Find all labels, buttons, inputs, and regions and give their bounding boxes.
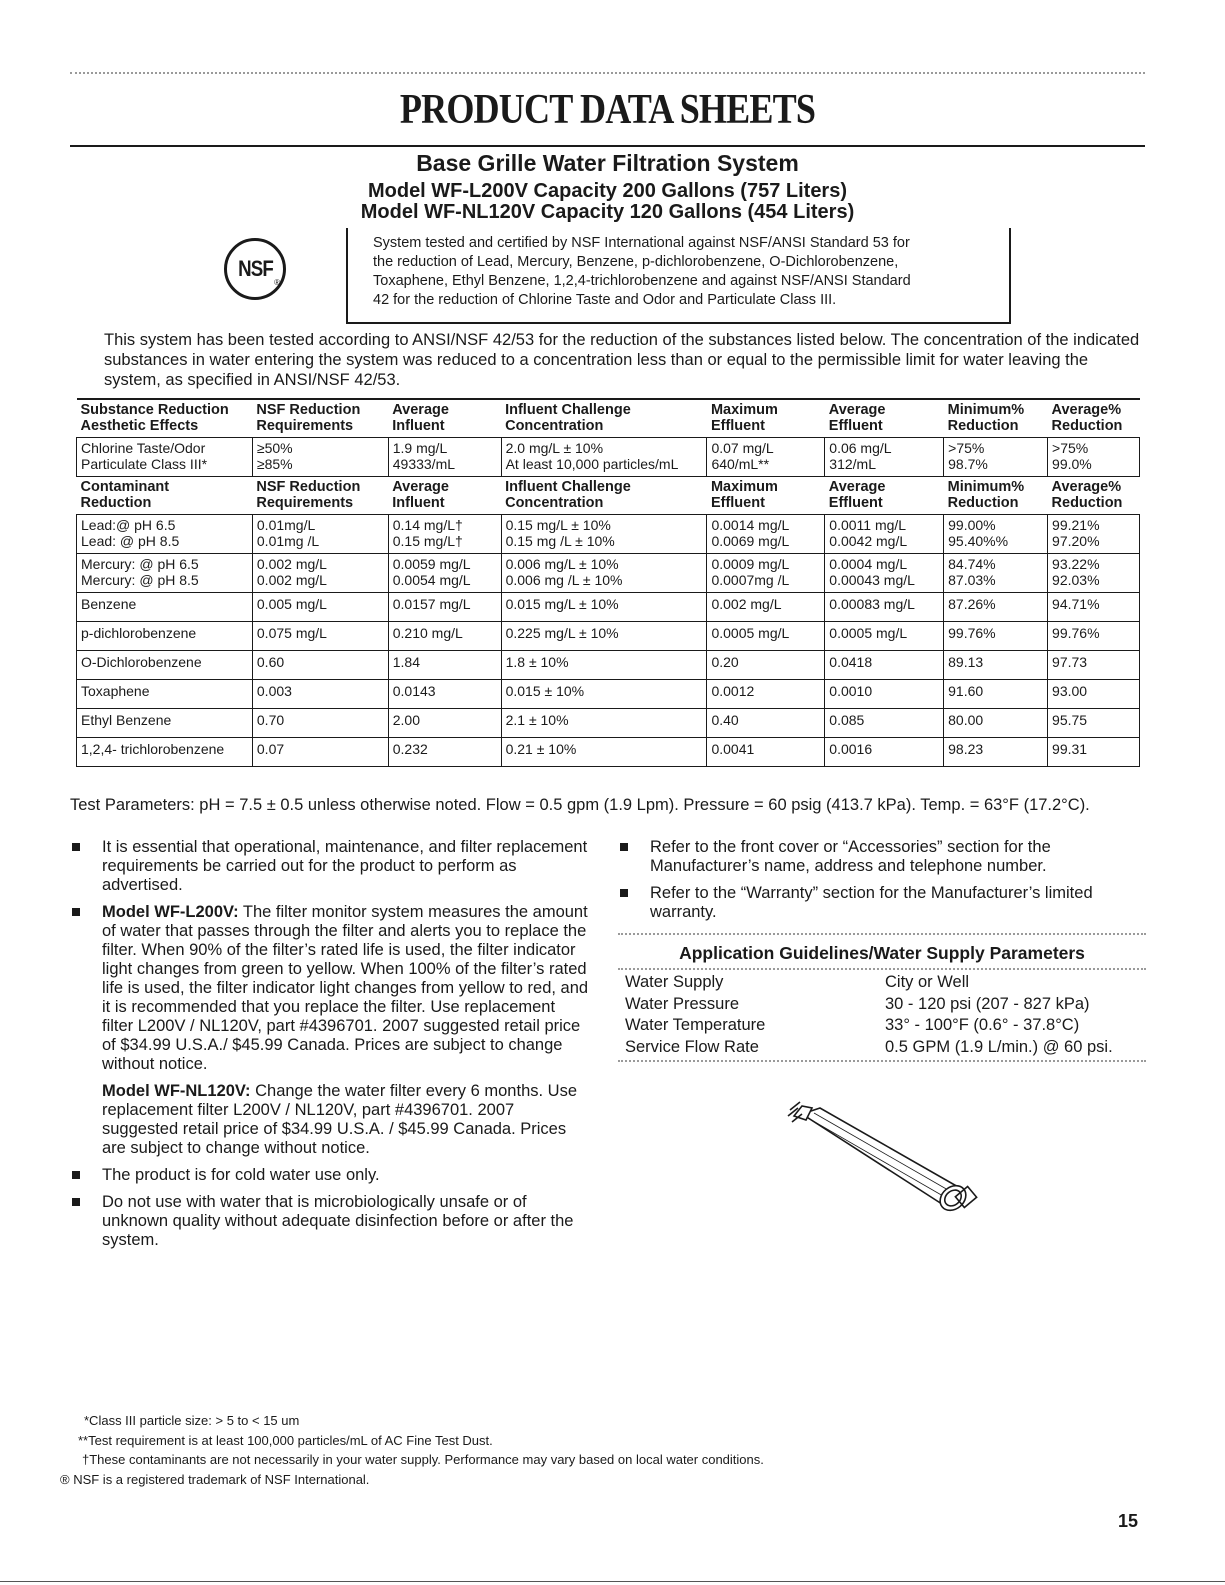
cert-line: 42 for the reduction of Chlorine Taste and Odor and Particulate Class III. <box>373 292 837 308</box>
header-line: Concentration <box>505 418 604 434</box>
table-cell <box>252 651 388 680</box>
table-cell <box>707 515 825 554</box>
param-label: Service Flow Rate <box>625 1037 759 1056</box>
model-label: Model WF-NL120V: <box>102 1082 251 1100</box>
header-cell <box>77 399 253 438</box>
table-cell <box>825 680 944 709</box>
cell-line: 0.20 <box>711 654 739 670</box>
cell-line: 0.015 ± 10% <box>505 683 585 699</box>
header-line: Average <box>828 479 886 495</box>
cell-line: >75% <box>948 440 985 456</box>
cell-line: 0.002 mg/L <box>256 572 327 588</box>
cell-line: 49333/mL <box>392 456 456 472</box>
header-line: Influent Challenge <box>505 402 631 418</box>
cell-line: 1,2,4- trichlorobenzene <box>81 741 225 757</box>
cell-line: 0.0143 <box>392 683 436 699</box>
intro-paragraph: This system has been tested according to ANSI/NSF 42/53 for the reduction of the substances listed below. The concentration of the indicated substances in water entering the system was reduced to a concentration less than or equal to the permissible limit for water leaving the system, as specified in ANSI/NSF 42/53. <box>104 331 1140 389</box>
right-column <box>618 838 1146 930</box>
list-item <box>70 1193 590 1250</box>
sub-paragraph <box>70 1082 590 1158</box>
param-value: 0.5 GPM (1.9 L/min.) @ 60 psi. <box>885 1037 1113 1056</box>
cell-line: 99.31 <box>1052 741 1088 757</box>
cell-line: 99.0% <box>1052 456 1092 472</box>
table-cell <box>388 709 501 738</box>
list-item <box>70 1166 590 1185</box>
param-row <box>625 994 1113 1016</box>
header-line: Average <box>828 402 886 418</box>
table-row <box>77 515 1140 554</box>
cell-line: 84.74% <box>948 556 996 572</box>
table-cell <box>77 593 253 622</box>
cell-line: 0.0005 mg/L <box>711 625 790 641</box>
table-cell <box>77 680 253 709</box>
cell-line: 0.0418 <box>829 654 873 670</box>
app-top-rule <box>618 933 1146 935</box>
table-cell <box>825 709 944 738</box>
cell-line: 98.23 <box>948 741 984 757</box>
table-cell <box>707 738 825 767</box>
system-title: Base Grille Water Filtration System <box>416 150 799 176</box>
footnotes <box>60 1411 764 1489</box>
table-cell <box>252 738 388 767</box>
cert-line: Toxaphene, Ethyl Benzene, 1,2,4-trichlorobenzene and against NSF/ANSI Standard <box>373 273 911 289</box>
header-line: NSF Reduction <box>256 402 361 418</box>
header-cell <box>501 399 707 438</box>
square-bullet-icon <box>72 908 80 916</box>
cell-line: 0.01mg/L <box>256 517 316 533</box>
header-cell <box>825 477 944 515</box>
header-line: Effluent <box>828 418 883 434</box>
square-bullet-icon <box>72 1198 80 1206</box>
footnote: *Class III particle size: > 5 to < 15 um <box>84 1413 300 1428</box>
param-label: Water Supply <box>625 973 724 991</box>
cell-line: 0.15 mg /L ± 10% <box>505 533 615 549</box>
cell-line: 0.003 <box>256 683 292 699</box>
header-line: Influent <box>392 495 445 511</box>
header-cell <box>1048 399 1140 438</box>
table-cell <box>388 593 501 622</box>
bullet-text: The product is for cold water use only. <box>102 1166 380 1184</box>
header-cell <box>252 477 388 515</box>
table-cell <box>1048 554 1140 593</box>
header-line: Aesthetic Effects <box>80 418 199 434</box>
table-cell <box>1048 515 1140 554</box>
table-row <box>77 680 1140 709</box>
cell-line: Mercury: @ pH 6.5 <box>81 556 199 572</box>
cell-line: 87.26% <box>948 596 996 612</box>
cell-line: 0.0157 mg/L <box>392 596 471 612</box>
cell-line: 0.0042 mg/L <box>829 533 908 549</box>
cell-line: 0.0054 mg/L <box>392 572 471 588</box>
table-row <box>77 438 1140 477</box>
cell-line: 0.0041 <box>711 741 755 757</box>
table-cell <box>252 593 388 622</box>
header-line: Minimum% <box>947 402 1025 418</box>
water-filter-cartridge-icon <box>780 1088 990 1218</box>
header-cell <box>388 477 501 515</box>
table-cell <box>707 709 825 738</box>
table-cell <box>501 622 707 651</box>
table-cell <box>388 651 501 680</box>
table-cell <box>825 593 944 622</box>
header-cell <box>77 477 253 515</box>
model-line-2: Model WF-NL120V Capacity 120 Gallons (454 Liters) <box>360 201 855 223</box>
table-cell <box>1048 622 1140 651</box>
cell-line: Mercury: @ pH 8.5 <box>81 572 199 588</box>
table-header-row <box>77 399 1140 438</box>
header-cell <box>501 477 707 515</box>
cell-line: 0.70 <box>256 712 285 728</box>
table-cell <box>388 622 501 651</box>
cell-line: 0.225 mg/L ± 10% <box>505 625 619 641</box>
table-cell <box>707 438 825 477</box>
cell-line: 2.0 mg/L ± 10% <box>505 440 604 456</box>
cell-line: 0.0010 <box>829 683 873 699</box>
cell-line: 0.0011 mg/L <box>829 517 907 533</box>
cell-line: 1.9 mg/L <box>392 440 448 456</box>
table-cell <box>1048 738 1140 767</box>
table-cell <box>1048 709 1140 738</box>
cell-line: 0.232 <box>392 741 428 757</box>
cell-line: 0.00043 mg/L <box>829 572 915 588</box>
cell-line: 97.20% <box>1052 533 1100 549</box>
table-cell <box>1048 651 1140 680</box>
cell-line: 0.40 <box>711 712 739 728</box>
table-row <box>77 593 1140 622</box>
cell-line: O-Dichlorobenzene <box>81 654 202 670</box>
cell-line: Benzene <box>81 596 137 612</box>
table-cell <box>825 738 944 767</box>
table-cell <box>77 709 253 738</box>
model-line-1: Model WF-L200V Capacity 200 Gallons (757 Liters) <box>367 180 848 202</box>
cell-line: 0.0059 mg/L <box>392 556 471 572</box>
nsf-logo-icon <box>224 238 286 300</box>
table-cell <box>388 438 501 477</box>
param-row <box>625 1015 1113 1037</box>
table-cell <box>388 738 501 767</box>
table-cell <box>944 438 1048 477</box>
cell-line: Ethyl Benzene <box>81 712 172 728</box>
cell-line: 0.075 mg/L <box>256 625 327 641</box>
table-row <box>77 709 1140 738</box>
cell-line: 0.0016 <box>829 741 873 757</box>
table-cell <box>252 438 388 477</box>
nsf-reg-mark: ® <box>274 278 280 287</box>
param-label: Water Temperature <box>625 1016 766 1034</box>
header-line: Average <box>392 402 449 418</box>
table-cell <box>944 738 1048 767</box>
cell-line: Particulate Class III* <box>81 456 208 472</box>
page-number: 15 <box>1118 1511 1139 1531</box>
performance-table <box>76 398 1140 767</box>
table-cell <box>77 554 253 593</box>
cell-line: 0.015 mg/L ± 10% <box>505 596 619 612</box>
list-item <box>70 903 590 1074</box>
cell-line: 98.7% <box>948 456 988 472</box>
table-cell <box>501 651 707 680</box>
header-cell <box>944 477 1048 515</box>
cell-line: Lead:@ pH 6.5 <box>81 517 176 533</box>
header-line: Requirements <box>256 495 354 511</box>
header-cell <box>825 399 944 438</box>
cell-line: 93.22% <box>1052 556 1100 572</box>
table-row <box>77 554 1140 593</box>
model-label: Model WF-L200V: <box>102 903 239 921</box>
header-cell <box>707 399 825 438</box>
cell-line: 312/mL <box>829 456 876 472</box>
cell-line: 0.085 <box>829 712 865 728</box>
table-row <box>77 738 1140 767</box>
cell-line: Toxaphene <box>81 683 150 699</box>
cell-line: 95.75 <box>1052 712 1088 728</box>
table-cell <box>77 622 253 651</box>
table-cell <box>944 680 1048 709</box>
header-cell <box>944 399 1048 438</box>
footnote: †These contaminants are not necessarily in your water supply. Performance may vary based on local water conditions. <box>82 1452 764 1467</box>
cell-line: 94.71% <box>1052 596 1100 612</box>
table-cell <box>944 709 1048 738</box>
list-item <box>618 838 1146 876</box>
header-cell <box>1048 477 1140 515</box>
cell-line: 0.07 mg/L <box>711 440 774 456</box>
cell-line: 99.76% <box>948 625 996 641</box>
cell-line: 0.21 ± 10% <box>505 741 577 757</box>
cell-line: 0.0069 mg/L <box>711 533 790 549</box>
table-cell <box>825 515 944 554</box>
header-line: Substance Reduction <box>80 402 229 418</box>
header-line: Requirements <box>256 418 354 434</box>
header-line: Reduction <box>947 495 1019 511</box>
header-line: Reduction <box>1051 418 1123 434</box>
table-cell <box>501 554 707 593</box>
cell-line: 99.76% <box>1052 625 1100 641</box>
cell-line: At least 10,000 particles/mL <box>505 456 679 472</box>
table-cell <box>1048 438 1140 477</box>
bullet-text: Refer to the “Warranty” section for the Manufacturer’s limited warranty. <box>650 884 1093 921</box>
cell-line: 99.21% <box>1052 517 1100 533</box>
cell-line: 0.0005 mg/L <box>829 625 908 641</box>
cell-line: 640/mL** <box>711 456 770 472</box>
table-cell <box>944 622 1048 651</box>
table-cell <box>825 438 944 477</box>
bottom-rule <box>0 1581 1225 1582</box>
table-cell <box>707 593 825 622</box>
cell-line: 92.03% <box>1052 572 1100 588</box>
cert-line: System tested and certified by NSF International against NSF/ANSI Standard 53 for <box>373 235 910 251</box>
table-cell <box>1048 593 1140 622</box>
param-label: Water Pressure <box>625 994 740 1013</box>
table-cell <box>944 554 1048 593</box>
param-value: City or Well <box>885 973 970 991</box>
header-line: Effluent <box>710 418 765 434</box>
cell-line: Chlorine Taste/Odor <box>81 440 206 456</box>
table-cell <box>388 515 501 554</box>
param-row <box>625 1037 1113 1059</box>
param-value: 33° - 100°F (0.6° - 37.8°C) <box>885 1016 1080 1034</box>
cell-line: 0.0009 mg/L <box>711 556 790 572</box>
table-cell <box>77 438 253 477</box>
test-parameters: Test Parameters: pH = 7.5 ± 0.5 unless otherwise noted. Flow = 0.5 gpm (1.9 Lpm). Pressure = 60 psig (413.7 kPa). Temp. = 63°F (17.2°C). <box>70 796 1090 814</box>
header-cell <box>388 399 501 438</box>
table-cell <box>707 622 825 651</box>
cell-line: 99.00% <box>948 517 996 533</box>
table-cell <box>252 515 388 554</box>
cell-line: 2.1 ± 10% <box>505 712 569 728</box>
application-title: Application Guidelines/Water Supply Parameters <box>679 943 1085 963</box>
header-line: Reduction <box>947 418 1019 434</box>
header-line: Reduction <box>1051 495 1123 511</box>
table-cell <box>707 651 825 680</box>
table-cell <box>388 554 501 593</box>
header-cell <box>252 399 388 438</box>
header-line: Average% <box>1051 402 1122 418</box>
table-cell <box>501 738 707 767</box>
table-header-row <box>77 477 1140 515</box>
cell-line: 0.06 mg/L <box>829 440 892 456</box>
footnote: ® NSF is a registered trademark of NSF International. <box>60 1471 370 1487</box>
sub-text: Change the water filter every 6 months. Use replacement filter L200V / NL120V, part #4396701. 2007 suggested retail price of $34.99 U.S.A. / $45.99 Canada. Prices are subject to change without notice. <box>102 1082 578 1157</box>
param-value: 30 - 120 psi (207 - 827 kPa) <box>885 994 1090 1013</box>
cell-line: 91.60 <box>948 683 984 699</box>
table-cell <box>252 554 388 593</box>
header-cell <box>707 477 825 515</box>
table-cell <box>252 622 388 651</box>
cell-line: 2.00 <box>392 712 420 728</box>
cell-line: 0.15 mg/L ± 10% <box>505 517 611 533</box>
cell-line: 0.60 <box>256 654 285 670</box>
square-bullet-icon <box>72 843 80 851</box>
cell-line: 95.40%% <box>948 533 1009 549</box>
header-line: Effluent <box>710 495 765 511</box>
cell-line: 0.15 mg/L† <box>392 533 463 549</box>
header-line: Effluent <box>828 495 883 511</box>
cell-line: ≥50% <box>256 440 293 456</box>
cell-line: 89.13 <box>948 654 984 670</box>
table-row <box>77 651 1140 680</box>
title-rule <box>70 145 1145 147</box>
param-row <box>625 972 1113 994</box>
header-line: NSF Reduction <box>256 479 361 495</box>
header-line: Concentration <box>505 495 604 511</box>
table-cell <box>944 651 1048 680</box>
cell-line: 0.00083 mg/L <box>829 596 915 612</box>
app-title-rule <box>618 968 1146 970</box>
cell-line: 0.006 mg/L ± 10% <box>505 556 619 572</box>
app-bottom-rule <box>618 1060 1146 1062</box>
cell-line: 0.210 mg/L <box>392 625 463 641</box>
application-parameters <box>625 972 1113 1058</box>
square-bullet-icon <box>620 843 628 851</box>
cell-line: ≥85% <box>256 456 293 472</box>
table-cell <box>501 593 707 622</box>
table-cell <box>707 554 825 593</box>
table-cell <box>501 438 707 477</box>
cell-line: 0.002 mg/L <box>256 556 327 572</box>
header-line: Maximum <box>710 402 778 418</box>
table-cell <box>825 622 944 651</box>
list-item <box>70 838 590 895</box>
table-cell <box>1048 680 1140 709</box>
bullet-text: It is essential that operational, maintenance, and filter replacement requirements be carried out for the product to perform as advertised. <box>102 838 588 894</box>
table-cell <box>77 651 253 680</box>
cell-line: 0.0004 mg/L <box>829 556 908 572</box>
cell-line: >75% <box>1052 440 1089 456</box>
list-item <box>618 884 1146 922</box>
bullet-text: The filter monitor system measures the amount of water that passes through the filter and alerts you to replace the filter. When 90% of the filter’s rated life is used, the filter indicator light changes from green to yellow. When 100% of the filter’s rated life is used, the filter indicator light changes from yellow to red, and it is recommended that you replace the filter. Use replacement filter L200V / NL120V, part #4396701. 2007 suggested retail price of $34.99 U.S.A./ $45.99 Canada. Prices are subject to change without notice. <box>102 903 589 1073</box>
top-dotted-rule <box>70 72 1145 74</box>
cell-line: p-dichlorobenzene <box>81 625 197 641</box>
table-cell <box>77 738 253 767</box>
cell-line: 0.01mg /L <box>256 533 320 549</box>
square-bullet-icon <box>620 889 628 897</box>
nsf-logo-text: NSF <box>237 256 273 281</box>
cell-line: 93.00 <box>1052 683 1088 699</box>
cell-line: 1.8 ± 10% <box>505 654 569 670</box>
table-cell <box>388 680 501 709</box>
header-line: Average <box>392 479 449 495</box>
header-line: Average% <box>1051 479 1122 495</box>
bullet-text: Refer to the front cover or “Accessories” section for the Manufacturer’s name, address and telephone number. <box>650 838 1051 875</box>
table-cell <box>501 680 707 709</box>
cell-line: 87.03% <box>948 572 996 588</box>
cell-line: 0.006 mg /L ± 10% <box>505 572 623 588</box>
table-cell <box>501 709 707 738</box>
cell-line: 1.84 <box>392 654 420 670</box>
table-cell <box>252 709 388 738</box>
table-cell <box>944 593 1048 622</box>
page-title: PRODUCT DATA SHEETS <box>399 87 816 133</box>
header-line: Contaminant <box>80 479 170 495</box>
table-cell <box>252 680 388 709</box>
table-cell <box>707 680 825 709</box>
cell-line: 0.14 mg/L† <box>392 517 463 533</box>
square-bullet-icon <box>72 1171 80 1179</box>
table-row <box>77 622 1140 651</box>
table-cell <box>944 515 1048 554</box>
bullet-text: Do not use with water that is microbiologically unsafe or of unknown quality without adequate disinfection before or after the system. <box>102 1193 574 1249</box>
left-column <box>70 838 590 1258</box>
cell-line: 97.73 <box>1052 654 1088 670</box>
table-cell <box>825 554 944 593</box>
cell-line: 0.002 mg/L <box>711 596 782 612</box>
table-cell <box>77 515 253 554</box>
cell-line: 80.00 <box>948 712 984 728</box>
table-cell <box>501 515 707 554</box>
footnote: **Test requirement is at least 100,000 particles/mL of AC Fine Test Dust. <box>78 1432 493 1448</box>
header-line: Minimum% <box>947 479 1025 495</box>
cell-line: 0.005 mg/L <box>256 596 327 612</box>
header-line: Influent Challenge <box>505 479 631 495</box>
cell-line: 0.0007mg /L <box>711 572 790 588</box>
cert-line: the reduction of Lead, Mercury, Benzene, p-dichlorobenzene, O-Dichlorobenzene, <box>373 254 899 270</box>
cell-line: Lead: @ pH 8.5 <box>81 533 180 549</box>
header-line: Maximum <box>710 479 778 495</box>
table-cell <box>825 651 944 680</box>
cell-line: 0.0012 <box>711 683 755 699</box>
header-line: Influent <box>392 418 445 434</box>
certification-box <box>346 228 1011 324</box>
cell-line: 0.07 <box>256 741 285 757</box>
cell-line: 0.0014 mg/L <box>711 517 790 533</box>
header-line: Reduction <box>80 495 152 511</box>
